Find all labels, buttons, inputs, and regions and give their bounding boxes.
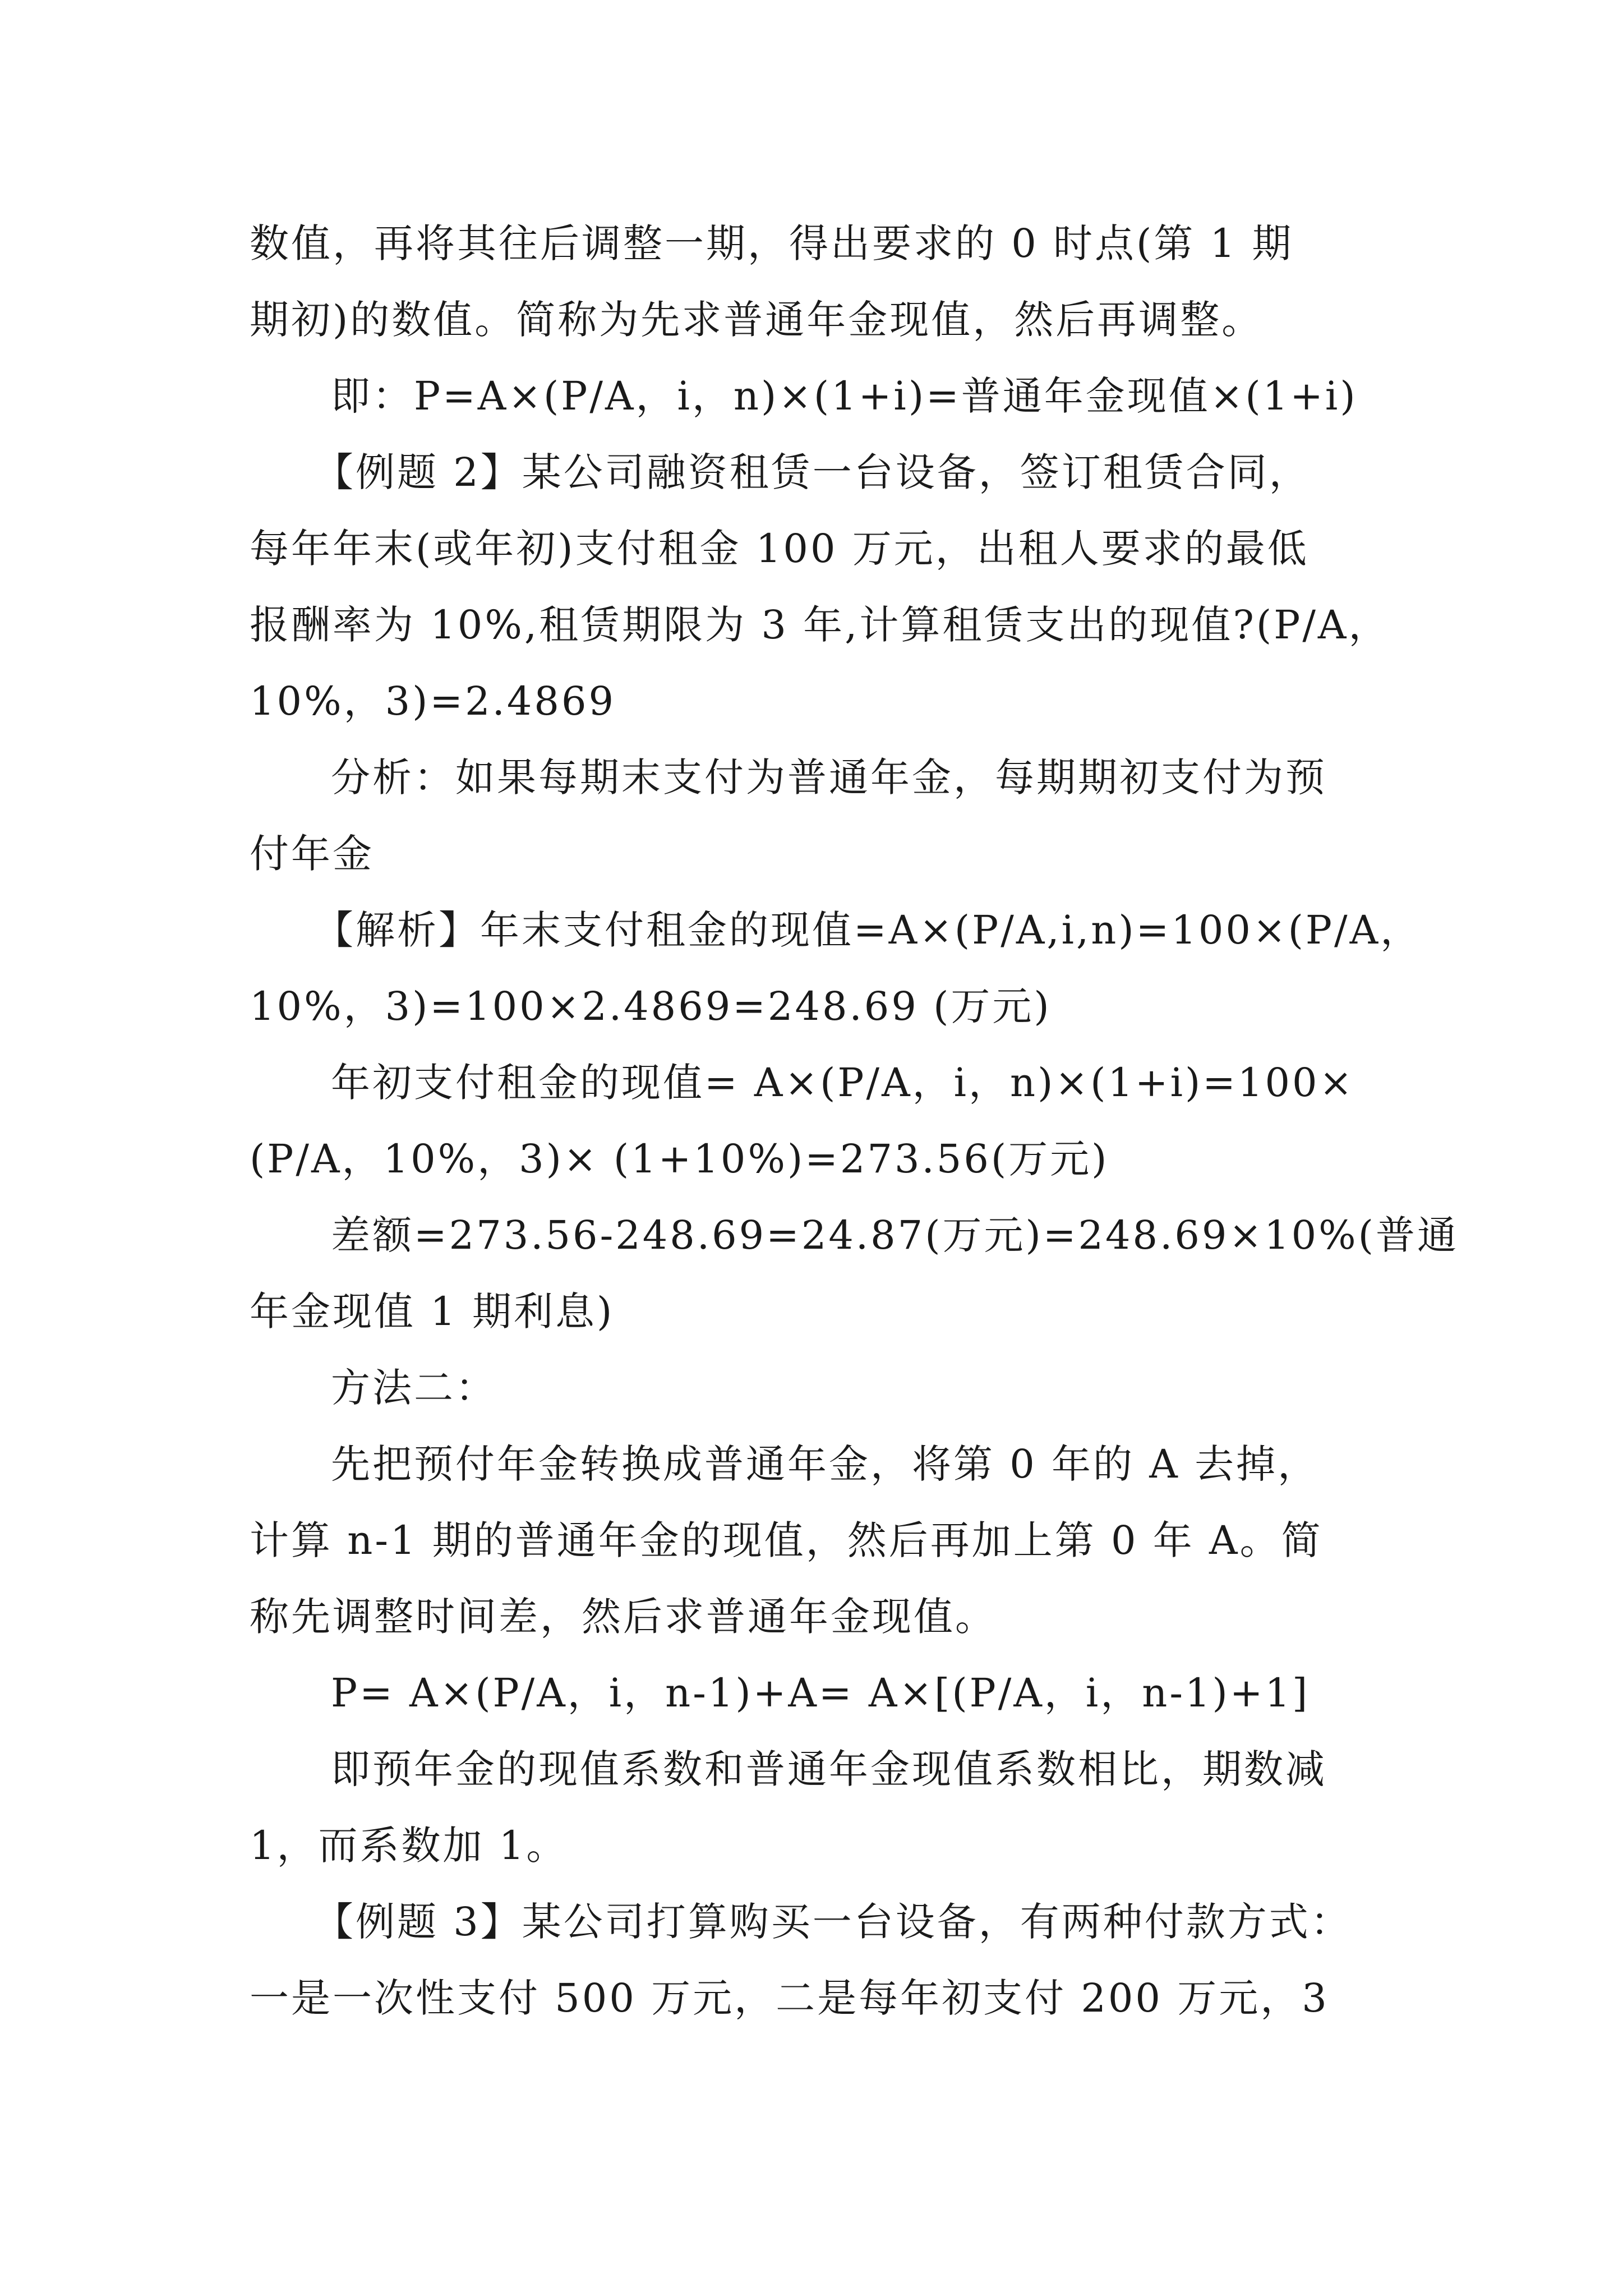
text-line-17: 先把预付年金转换成普通年金，将第 0 年的 A 去掉，	[331, 1441, 1320, 1487]
text-line-14: 差额=273.56-248.69=24.87(万元)=248.69×10%(普通	[331, 1212, 1459, 1258]
text-line-23: 【例题 3】某公司打算购买一台设备，有两种付款方式：	[314, 1899, 1352, 1945]
text-line-3: 即：P=A×(P/A，i，n)×(1+i)=普通年金现值×(1+i)	[331, 373, 1358, 419]
text-line-21: 即预年金的现值系数和普通年金现值系数相比，期数减	[331, 1746, 1327, 1792]
text-line-8: 分析：如果每期末支付为普通年金，每期期初支付为预	[331, 754, 1327, 800]
text-line-1: 数值，再将其往后调整一期，得出要求的 0 时点(第 1 期	[250, 220, 1294, 266]
text-line-4: 【例题 2】某公司融资租赁一台设备，签订租赁合同，	[314, 449, 1311, 495]
text-line-15: 年金现值 1 期利息)	[250, 1289, 615, 1335]
text-line-11: 10%，3)=100×2.4869=248.69 (万元)	[250, 983, 1052, 1029]
text-line-9: 付年金	[250, 831, 374, 877]
text-line-24: 一是一次性支付 500 万元，二是每年初支付 200 万元，3	[250, 1975, 1329, 2021]
text-line-10: 【解析】年末支付租金的现值=A×(P/A,i,n)=100×(P/A，	[314, 907, 1422, 953]
text-line-22: 1，而系数加 1。	[250, 1823, 568, 1869]
text-line-19: 称先调整时间差，然后求普通年金现值。	[250, 1594, 997, 1640]
text-line-16: 方法二：	[331, 1365, 497, 1411]
text-line-2: 期初)的数值。简称为先求普通年金现值，然后再调整。	[250, 297, 1264, 343]
text-line-13: (P/A，10%，3)× (1+10%)=273.56(万元)	[250, 1136, 1109, 1182]
text-line-6: 报酬率为 10%,租赁期限为 3 年,计算租赁支出的现值?(P/A，	[250, 602, 1390, 648]
text-line-5: 每年年末(或年初)支付租金 100 万元，出租人要求的最低	[250, 526, 1309, 572]
text-line-20: P= A×(P/A，i，n-1)+A= A×[(P/A，i，n-1)+1]	[331, 1670, 1310, 1716]
text-line-18: 计算 n-1 期的普通年金的现值，然后再加上第 0 年 A。简	[250, 1517, 1323, 1563]
text-line-7: 10%，3)=2.4869	[250, 678, 616, 724]
text-line-12: 年初支付租金的现值= A×(P/A，i，n)×(1+i)=100×	[331, 1060, 1355, 1106]
